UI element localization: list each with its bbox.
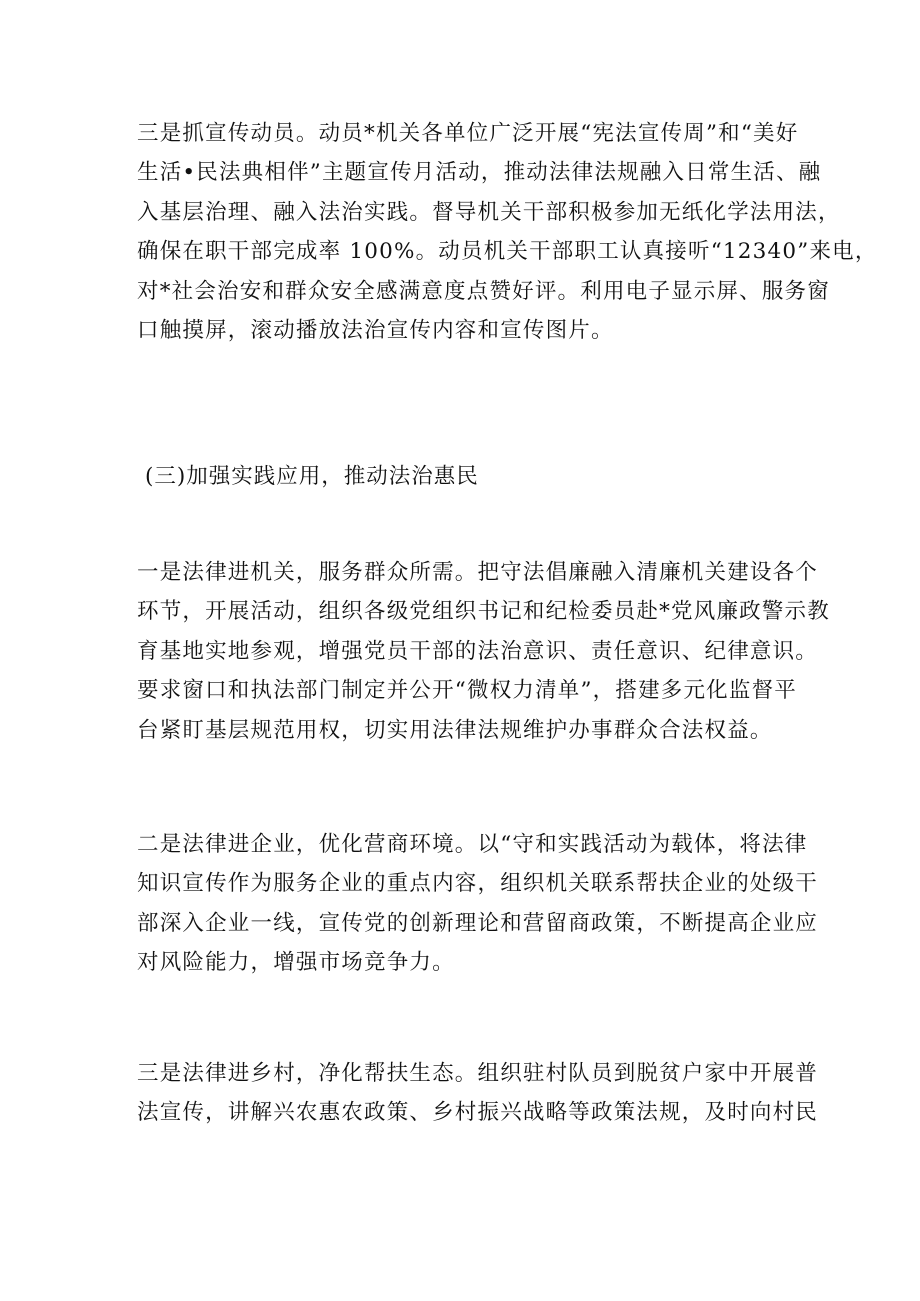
text-line: 对*社会治安和群众安全感满意度点赞好评。利用电子显示屏、服务窗 — [137, 278, 830, 304]
paragraph-publicity-mobilization — [137, 114, 878, 350]
text-line: 入基层治理、融入法治实践。督导机关干部积极参加无纸化学法用法， — [137, 199, 841, 225]
text-line: 口触摸屏，滚动播放法治宣传内容和宣传图片。 — [137, 318, 614, 344]
text-line: 台紧盯基层规范用权，切实用法律法规维护办事群众合法权益。 — [137, 717, 773, 743]
paragraph-law-into-enterprises — [137, 825, 819, 983]
text-line: 确保在职干部完成率 100%。动员机关干部职工认真接听“12340”来电， — [137, 239, 878, 265]
text-line: 要求窗口和执法部门制定并公开“微权力清单”，搭建多元化监督平 — [137, 678, 797, 704]
text-line: 二是法律进企业，优化营商环境。以“守和实践活动为载体，将法律 — [137, 832, 808, 857]
section-heading: (三)加强实践应用，推动法治惠民 — [145, 464, 479, 489]
text-line: 生活•民法典相伴”主题宣传月活动，推动法律法规融入日常生活、融 — [137, 160, 822, 186]
text-line: 知识宣传作为服务企业的重点内容，组织机关联系帮扶企业的处级干 — [137, 871, 819, 897]
text-line: 三是法律进乡村，净化帮扶生态。组织驻村队员到脱贫户家中开展普 — [137, 1061, 819, 1086]
text-line: 对风险能力，增强市场竞争力。 — [137, 950, 455, 976]
text-line: 一是法律进机关，服务群众所需。把守法倡廉融入清廉机关建设各个 — [137, 560, 819, 585]
text-line: 三是抓宣传动员。动员*机关各单位广泛开展“宪法宣传周”和“美好 — [137, 121, 799, 146]
paragraph-law-into-agencies — [137, 553, 830, 750]
paragraph-law-into-villages — [137, 1054, 819, 1133]
text-line: 环节，开展活动，组织各级党组织书记和纪检委员赴*党风廉政警示教 — [137, 599, 830, 625]
text-line: 部深入企业一线，宣传党的创新理论和营留商政策，不断提高企业应 — [137, 910, 819, 936]
text-line: 法宣传，讲解兴农惠农政策、乡村振兴战略等政策法规，及时向村民 — [137, 1100, 819, 1126]
text-line: 育基地实地参观，增强党员干部的法治意识、责任意识、纪律意识。 — [137, 638, 819, 664]
